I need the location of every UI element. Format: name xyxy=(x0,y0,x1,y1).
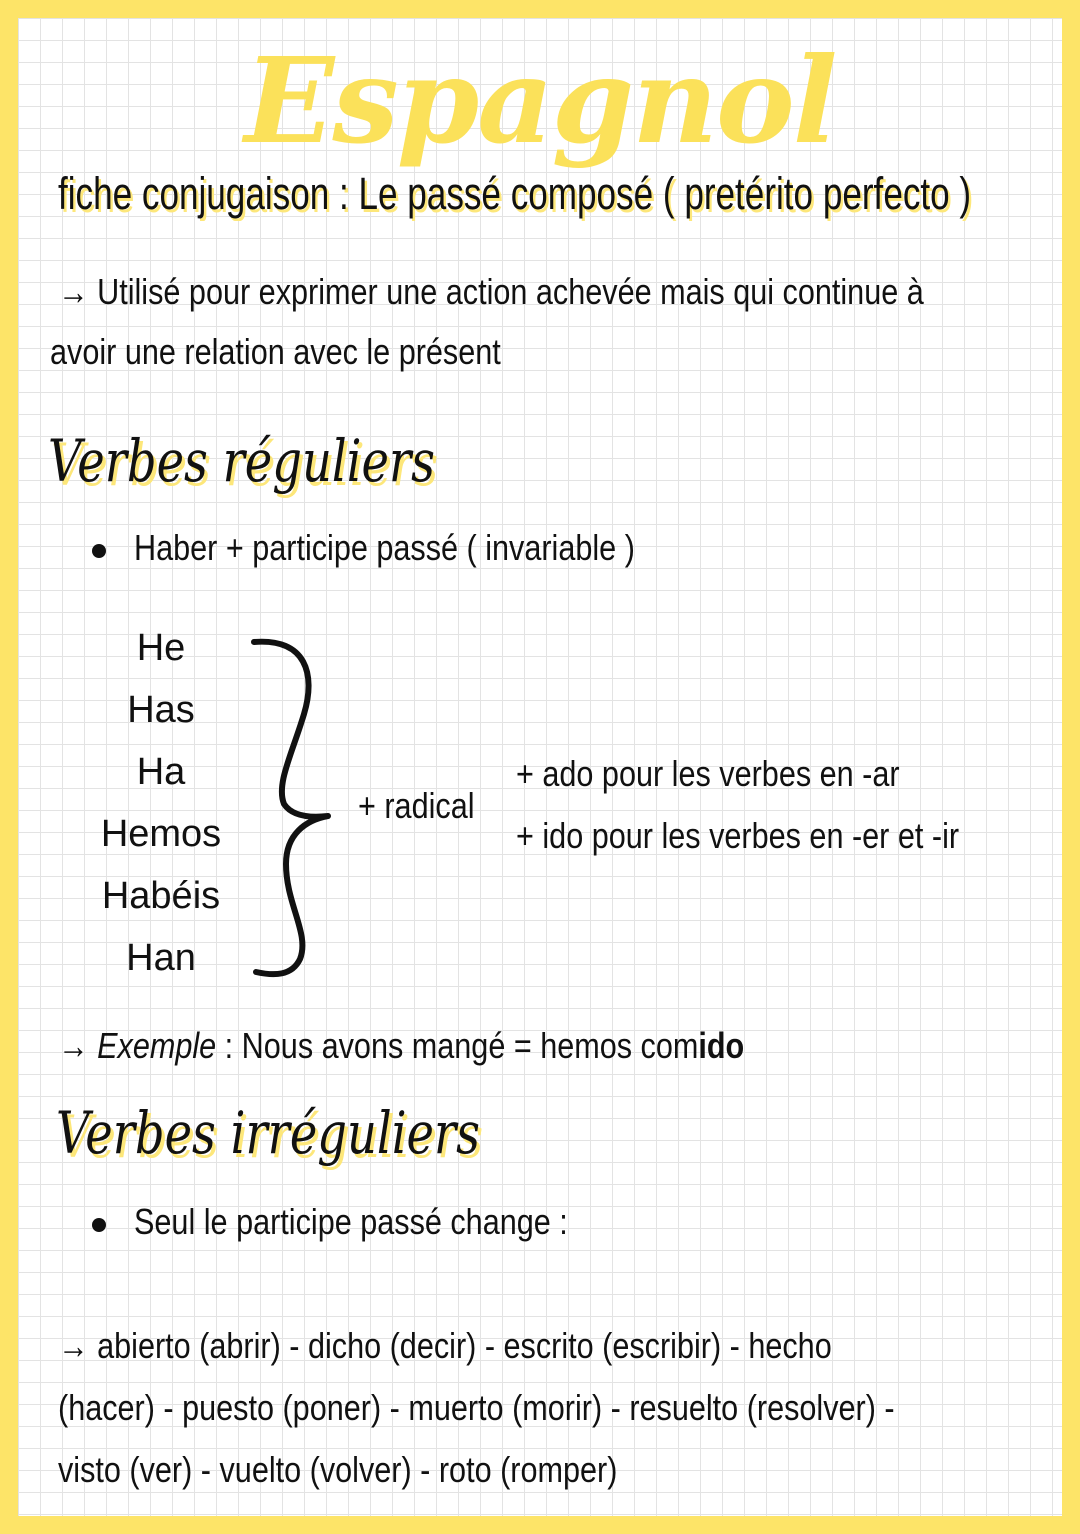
example-text: Nous avons mangé = hemos com xyxy=(241,1025,699,1066)
irregular-list-line-1 xyxy=(58,1324,832,1368)
note-sheet xyxy=(18,18,1062,1516)
heading-irregular-verbs: Verbes irréguliers xyxy=(56,1099,480,1167)
intro-line-1 xyxy=(58,270,924,314)
example-colon: : xyxy=(216,1025,242,1066)
pronoun-habeis: Habéis xyxy=(101,875,221,917)
intro-text-1: Utilisé pour exprimer une action achevée mais qui continue à xyxy=(97,271,924,312)
pronoun-han: Han xyxy=(126,937,196,979)
arrow-icon: → xyxy=(58,271,89,312)
bullet-icon xyxy=(92,544,106,558)
irregular-bullet-text: Seul le participe passé change : xyxy=(134,1201,568,1242)
intro-line-2: avoir une relation avec le présent xyxy=(50,331,501,372)
arrow-icon: → xyxy=(58,1025,89,1066)
ending-ar: + ado pour les verbes en -ar xyxy=(516,753,900,794)
pronoun-has: Has xyxy=(127,689,195,731)
pronoun-ha: Ha xyxy=(136,751,186,793)
example-line xyxy=(58,1024,744,1068)
irregular-list-line-3: visto (ver) - vuelto (volver) - roto (romper) xyxy=(58,1449,618,1490)
page-title: Espagnol xyxy=(244,31,836,170)
irregular-list-text-1: abierto (abrir) - dicho (decir) - escrito (escribir) - hecho xyxy=(97,1325,832,1366)
regular-bullet-text: Haber + participe passé ( invariable ) xyxy=(134,527,635,568)
arrow-icon: → xyxy=(58,1325,89,1366)
pronoun-hemos: Hemos xyxy=(100,813,222,855)
curly-brace-icon xyxy=(246,634,336,984)
page-subtitle: fiche conjugaison : Le passé composé ( pretérito perfecto ) xyxy=(58,168,972,219)
radical-label: + radical xyxy=(358,785,475,826)
ending-er-ir: + ido pour les verbes en -er et -ir xyxy=(516,815,960,856)
example-label: Exemple xyxy=(97,1025,217,1066)
example-ending: ido xyxy=(698,1025,745,1066)
irregular-list-line-2: (hacer) - puesto (poner) - muerto (morir) - resuelto (resolver) - xyxy=(58,1387,895,1428)
heading-regular-verbs: Verbes réguliers xyxy=(48,427,435,495)
pronoun-he: He xyxy=(136,627,186,669)
bullet-icon xyxy=(92,1218,106,1232)
